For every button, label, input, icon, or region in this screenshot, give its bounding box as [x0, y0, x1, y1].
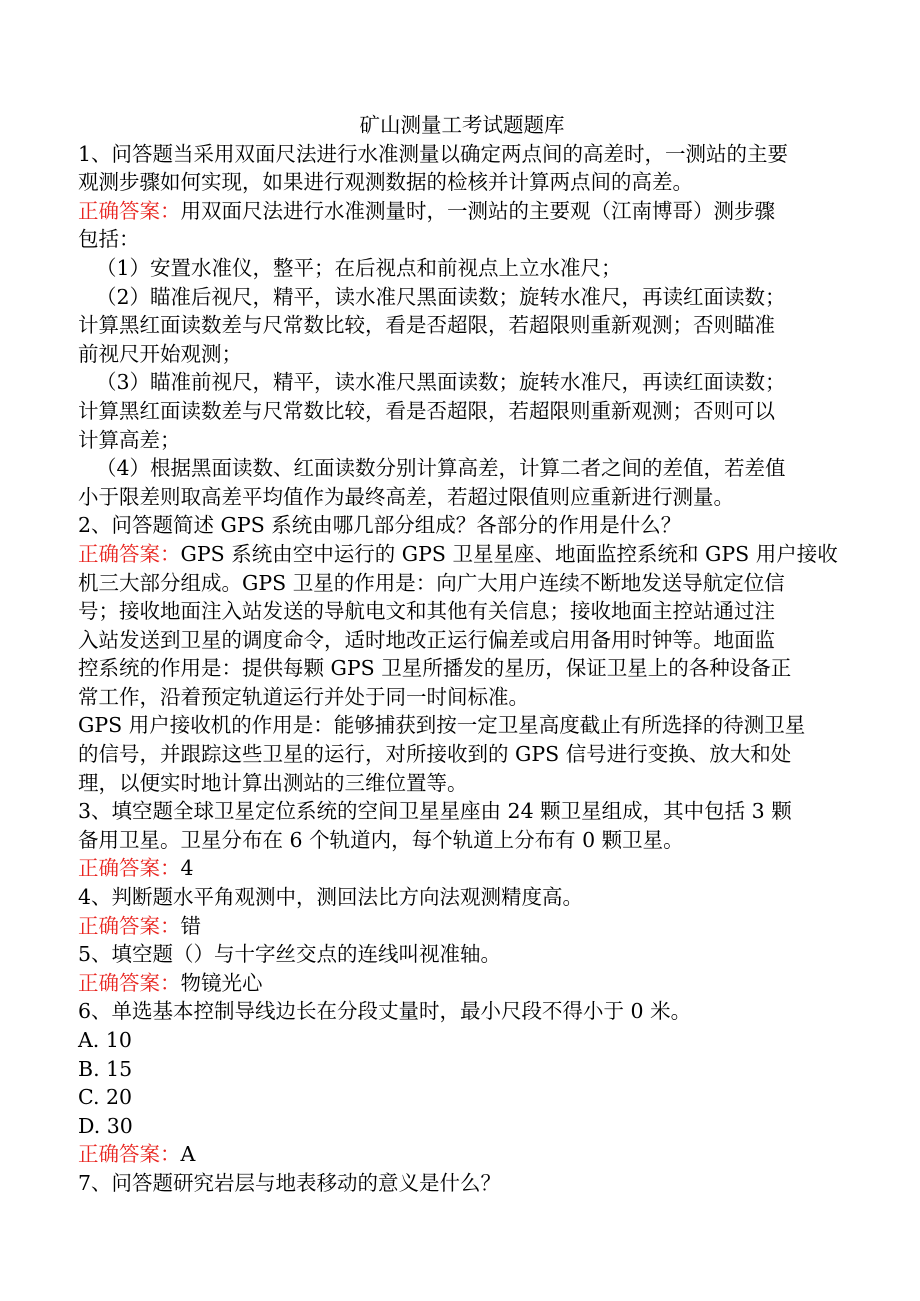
- q3-text-line-1: 3、填空题全球卫星定位系统的空间卫星星座由 24 颗卫星组成，其中包括 3 颗: [78, 799, 792, 824]
- q6-option-d: D. 30: [78, 1113, 133, 1138]
- q1-text-line-1: 1、问答题当采用双面尺法进行水准测量以确定两点间的高差时，一测站的主要: [78, 141, 789, 166]
- q5-answer-value: 物镜光心: [180, 970, 263, 995]
- q6-option-a: A. 10: [78, 1028, 132, 1052]
- answer-label: 正确答案：: [78, 1142, 181, 1167]
- q1-answer-text: 用双面尺法进行水准测量时，一测站的主要观（江南博哥）测步骤: [180, 198, 775, 223]
- q2-answer-line: GPS 用户接收机的作用是：能够捕获到按一定卫星高度截止有所选择的待测卫星: [78, 713, 806, 738]
- q2-answer-line: 常工作，沿着预定轨道运行并处于同一时间标准。: [78, 684, 529, 709]
- q6-answer-line: [78, 1140, 838, 1169]
- q1-answer-step-1: （1）安置水准仪，整平；在后视点和前视点上立水准尺；: [96, 255, 622, 280]
- q1-answer-step-3: （3）瞄准前视尺，精平，读水准尺黑面读数；旋转水准尺，再读红面读数；: [96, 370, 786, 395]
- q2-answer-line: 机三大部分组成。GPS 卫星的作用是：向广大用户连续不断地发送导航定位信: [78, 570, 785, 595]
- q2-answer-line: 号；接收地面注入站发送的导航电文和其他有关信息；接收地面主控站通过注: [78, 599, 775, 624]
- q6-option-b: B. 15: [78, 1056, 133, 1081]
- q1-answer-step-4: （4）根据黑面读数、红面读数分别计算高差，计算二者之间的差值，若差值: [96, 456, 786, 481]
- q2-answer-line: 控系统的作用是：提供每颗 GPS 卫星所播发的星历，保证卫星上的各种设备正: [78, 656, 792, 681]
- q1-text-line-2: 观测步骤如何实现，如果进行观测数据的检核并计算两点间的高差。: [78, 170, 693, 195]
- q3-answer-value: 4: [180, 856, 194, 881]
- q1-answer-line: 包括：: [78, 227, 140, 252]
- answer-label: 正确答案：: [78, 541, 181, 566]
- q6-text-line-1: 6、单选基本控制导线边长在分段丈量时，最小尺段不得小于 0 米。: [78, 999, 692, 1024]
- answer-label: 正确答案：: [78, 856, 181, 881]
- q2-answer-line: 的信号，并跟踪这些卫星的运行，对所接收到的 GPS 信号进行变换、放大和处: [78, 742, 792, 767]
- document-page: [78, 111, 838, 1198]
- document-title: 矿山测量工考试题题库: [359, 113, 565, 137]
- q3-text-line-2: 备用卫星。卫星分布在 6 个轨道内，每个轨道上分布有 0 颗卫星。: [78, 827, 684, 852]
- q1-answer-line: 计算黑红面读数差与尺常数比较，看是否超限，若超限则重新观测；否则可以: [78, 398, 775, 423]
- answer-label: 正确答案：: [78, 970, 181, 995]
- q3-answer-line: [78, 854, 838, 883]
- answer-label: 正确答案：: [78, 913, 181, 938]
- q2-answer-line: 理，以便实时地计算出测站的三维位置等。: [78, 770, 468, 795]
- q1-answer-first-line: [78, 197, 838, 226]
- q1-answer-line: 计算高差；: [78, 427, 181, 452]
- q4-answer-value: 错: [180, 913, 201, 938]
- q2-answer-line: 入站发送到卫星的调度命令，适时地改正运行偏差或启用备用时钟等。地面监: [78, 627, 775, 652]
- q2-answer-first-line: [78, 540, 838, 569]
- q2-answer-text: GPS 系统由空中运行的 GPS 卫星星座、地面监控系统和 GPS 用户接收: [180, 541, 838, 566]
- q7-text-line-1: 7、问答题研究岩层与地表移动的意义是什么？: [78, 1170, 502, 1195]
- q4-answer-line: [78, 912, 838, 941]
- q1-answer-line: 前视尺开始观测；: [78, 341, 242, 366]
- q1-answer-line: 小于限差则取高差平均值作为最终高差，若超过限值则应重新进行测量。: [78, 484, 734, 509]
- q5-text-line-1: 5、填空题（）与十字丝交点的连线叫视准轴。: [78, 942, 502, 967]
- q5-answer-line: [78, 969, 838, 998]
- q6-answer-value: A: [180, 1142, 196, 1167]
- q4-text-line-1: 4、判断题水平角观测中，测回法比方向法观测精度高。: [78, 885, 584, 910]
- q1-answer-line: 计算黑红面读数差与尺常数比较，看是否超限，若超限则重新观测；否则瞄准: [78, 313, 775, 338]
- q6-option-c: C. 20: [78, 1085, 133, 1110]
- q1-answer-step-2: （2）瞄准后视尺，精平，读水准尺黑面读数；旋转水准尺，再读红面读数；: [96, 284, 786, 309]
- q2-text-line-1: 2、问答题简述 GPS 系统由哪几部分组成？各部分的作用是什么？: [78, 513, 682, 538]
- answer-label: 正确答案：: [78, 198, 181, 223]
